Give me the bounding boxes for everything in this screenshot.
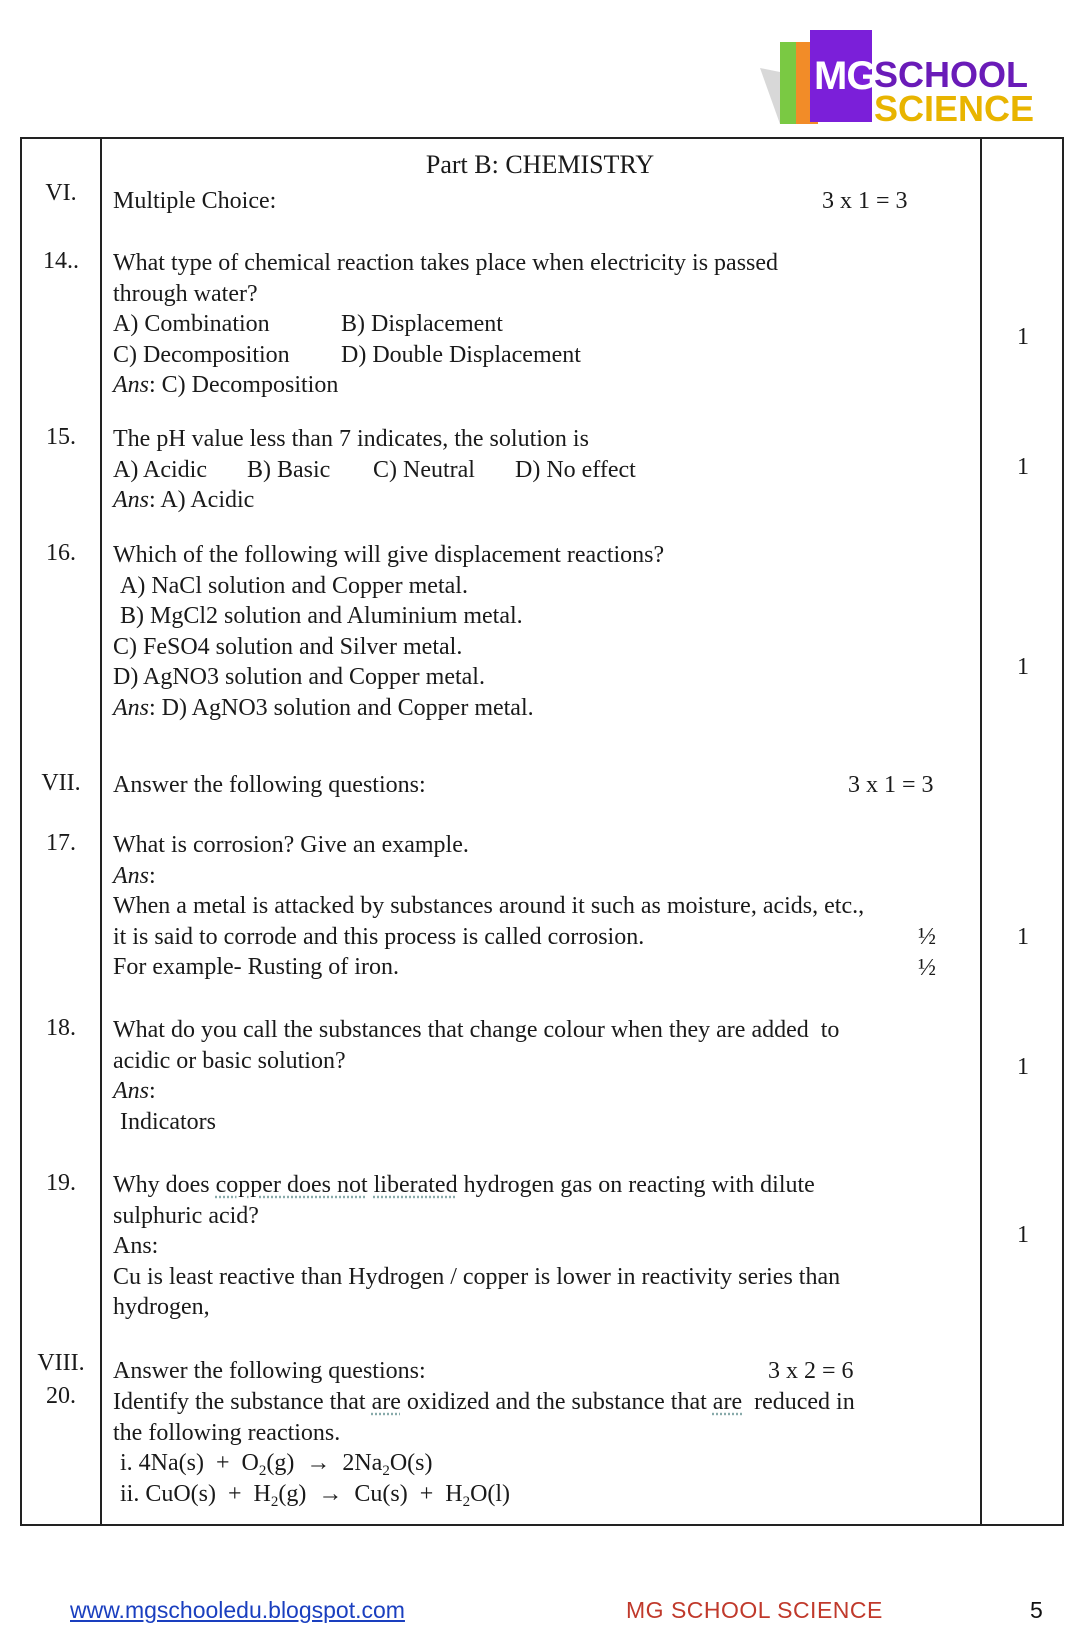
answer [113,485,636,516]
q16-line1: Which of the following will give displacement reactions? [113,542,665,568]
reaction-2 [113,1479,855,1510]
section-marks: 3 x 2 = 6 [768,1358,854,1384]
answer-label: Ans [113,487,149,513]
question-number: 17. [46,830,76,856]
q20-text-a: Identify the substance that [113,1389,372,1415]
option-d: D) Double Displacement [341,341,581,368]
answer-text: : C) Decomposition [149,372,339,398]
answer-colon: : [149,1078,156,1104]
answer-line3: For example- Rusting of iron. [113,954,399,980]
option-a: A) Combination [113,311,270,337]
q20-text-underlined: are [712,1389,743,1415]
logo-science: SCIENCE [874,88,1035,129]
question-number: 15. [46,424,76,450]
question-mark: 1 [1017,654,1029,680]
option-a: A) NaCl solution and Copper metal. [120,572,468,599]
reaction-part: ii. CuO(s) + H [120,1480,271,1507]
option-c: C) FeSO4 solution and Silver metal. [113,633,463,660]
answer-label: Ans [113,372,149,398]
footer-brand: MG SCHOOL SCIENCE [626,1597,883,1623]
q14-options-row2 [113,340,778,371]
answer [113,693,664,724]
q15-line1: The pH value less than 7 indicates, the solution is [113,426,589,452]
question-number: 14.. [43,248,79,274]
answer-line2: it is said to corrode and this process is called corrosion. [113,923,645,950]
q19-text-underlined: copper does not [215,1172,368,1198]
answer-label: Ans [113,694,149,721]
option-b: B) MgCl2 solution and Aluminium metal. [120,603,523,629]
q14-options-row1 [113,309,778,340]
q19-text-a: Why does [113,1172,216,1198]
question-mark: 1 [1017,1054,1029,1080]
q19-text-e: hydrogen gas on reacting with dilute [457,1172,815,1198]
question-mark: 1 [1017,454,1029,480]
page-number: 5 [1030,1597,1043,1623]
q19-line2: sulphuric acid? [113,1202,259,1229]
answer-label: Ans [113,1078,149,1104]
option-d: D) No effect [515,456,636,483]
option-d: D) AgNO3 solution and Copper metal. [113,664,485,690]
question-mark: 1 [1017,924,1029,950]
q14-line2: through water? [113,280,258,307]
logo-mg: MG [814,54,877,98]
q17-line1: What is corrosion? Give an example. [113,832,469,858]
section-title: Answer the following questions: [113,772,426,798]
footer-url-link[interactable]: www.mgschooledu.blogspot.com [70,1597,405,1623]
section-marks: 3 x 1 = 3 [822,188,908,214]
section-marks: 3 x 1 = 3 [848,772,934,798]
answer-text: : A) Acidic [149,487,255,513]
option-c: C) Neutral [373,456,475,483]
q20-text-underlined: are [371,1389,401,1415]
subscript: 2 [270,1493,279,1510]
answer-line2: hydrogen, [113,1294,210,1320]
section-number: VII. [41,770,81,796]
answer-label: Ans: [113,1233,159,1259]
question-text [113,540,664,723]
logo [760,28,1035,129]
option-b: B) Displacement [341,311,503,337]
question-text [113,424,636,516]
half-mark: ½ [918,955,936,981]
q20-text-e: reduced in [742,1389,855,1415]
question-mark: 1 [1017,324,1029,350]
section-number: VIII. [37,1350,85,1376]
q15-options [113,455,636,486]
subscript: 2 [258,1463,267,1479]
section-title: Multiple Choice: [113,188,277,214]
answer-line1: Cu is least reactive than Hydrogen / copper is lower in reactivity series than [113,1263,841,1290]
answer-text: Indicators [120,1108,216,1135]
answer-text: : D) AgNO3 solution and Copper metal. [149,694,534,721]
question-number: 20. [46,1383,76,1409]
q20-text-c: oxidized and the substance that [400,1389,713,1415]
question-number: 18. [46,1015,76,1041]
answer-label-line [113,861,864,892]
section-title: Answer the following questions: [113,1358,426,1384]
subscript: 2 [382,1463,390,1479]
reaction-1 [113,1448,855,1479]
reaction-part: (g) → 2Na [266,1450,383,1476]
option-c: C) Decomposition [113,341,290,368]
answer-line1: When a metal is attacked by substances around it such as moisture, acids, etc., [113,893,865,919]
section-number: VI. [45,180,77,206]
question-text [113,1015,839,1137]
answer-colon: : [149,862,156,889]
q19-text-underlined: liberated [373,1172,458,1198]
q18-line2: acidic or basic solution? [113,1047,346,1074]
question-text [113,1387,855,1509]
logo-school: SCHOOL [874,54,1029,95]
q20-line1 [113,1387,855,1418]
question-number: 19. [46,1170,76,1196]
q19-line1 [113,1170,840,1201]
reaction-part: O(l) [470,1480,511,1507]
question-text [113,1170,840,1323]
answer-label-line [113,1076,839,1107]
question-text [113,248,778,401]
q20-line2: the following reactions. [113,1419,341,1446]
answer [113,370,778,401]
option-a: A) Acidic [113,456,207,483]
reaction-part: (g) → Cu(s) + H [278,1480,463,1507]
subscript: 2 [462,1493,471,1510]
q18-line1: What do you call the substances that change colour when they are added to [113,1017,840,1043]
part-title: Part B: CHEMISTRY [425,150,655,179]
question-number: 16. [46,540,76,566]
question-text [113,830,864,983]
half-mark: ½ [918,924,936,950]
option-b: B) Basic [247,456,331,483]
reaction-part: O(s) [389,1450,433,1476]
answer-label: Ans [113,862,149,889]
q14-line1: What type of chemical reaction takes place when electricity is passed [113,250,779,276]
question-mark: 1 [1017,1222,1029,1248]
reaction-part: i. 4Na(s) + O [120,1450,259,1476]
